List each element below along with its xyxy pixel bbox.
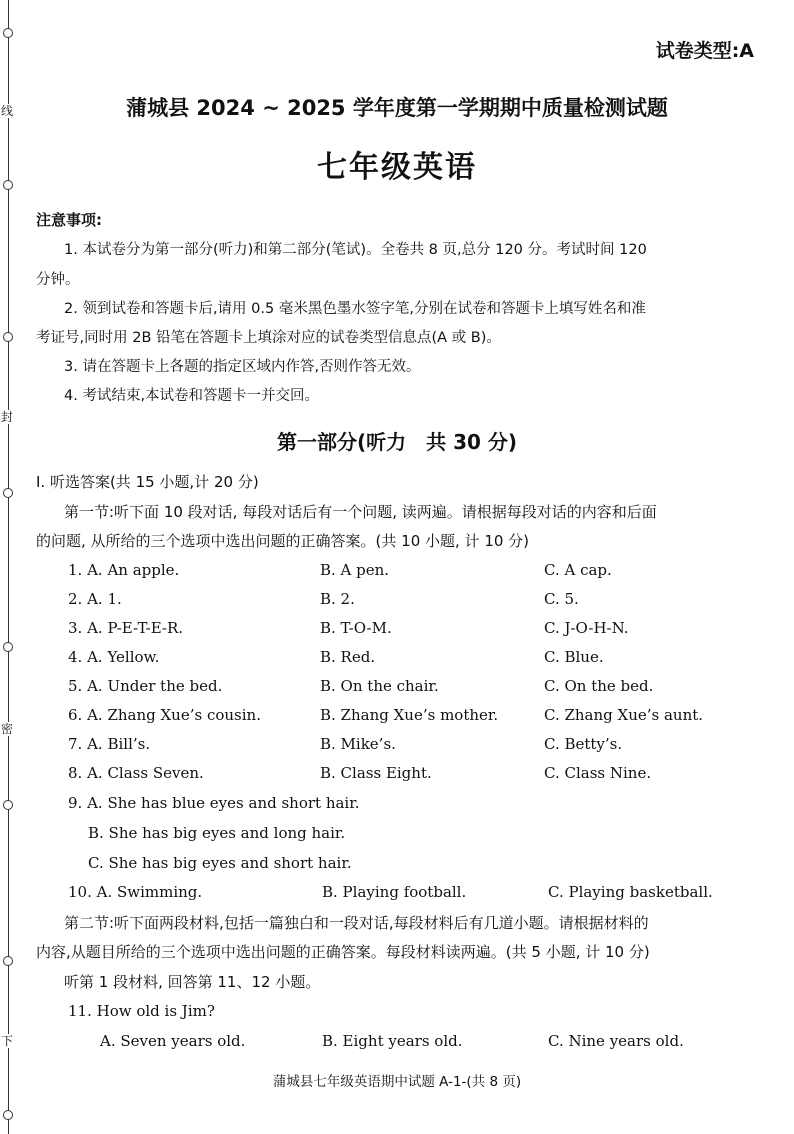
binding-char-mi: 密 (1, 722, 14, 736)
question-row (0, 706, 794, 728)
section-one-instruction-cont: 的问题, 从所给的三个选项中选出问题的正确答案。(共 10 小题, 计 10 分) (36, 532, 530, 550)
option-a: 8. A. Class Seven. (68, 764, 204, 782)
notes-heading: 注意事项: (36, 211, 102, 229)
binding-circle (3, 332, 13, 342)
option-c: C. Nine years old. (548, 1032, 684, 1050)
option-a: 6. A. Zhang Xue’s cousin. (68, 706, 261, 724)
binding-char-xian: 线 (1, 104, 14, 118)
option-c: C. Betty’s. (544, 735, 623, 753)
question-row (0, 648, 794, 670)
option-b: B. On the chair. (320, 677, 439, 695)
binding-circle (3, 1110, 13, 1120)
binding-char-xia: 下 (1, 1034, 14, 1048)
option-b: B. Class Eight. (320, 764, 432, 782)
note-item-1: 1. 本试卷分为第一部分(听力)和第二部分(笔试)。全卷共 8 页,总分 120 分。考试时间 120 (64, 242, 647, 258)
option-b: B. Zhang Xue’s mother. (320, 706, 499, 724)
question-row (0, 590, 794, 612)
option-a: 7. A. Bill’s. (68, 735, 151, 753)
option-a: 3. A. P-E-T-E-R. (68, 619, 184, 637)
option-b: B. Red. (320, 648, 376, 666)
section-two-instruction-cont: 内容,从题目所给的三个选项中选出问题的正确答案。每段材料读两遍。(共 5 小题, 计 10 分) (36, 943, 650, 961)
note-item-3: 3. 请在答题卡上各题的指定区域内作答,否则作答无效。 (64, 359, 421, 375)
subject-title: 七年级英语 (317, 150, 477, 185)
note-item-2-cont: 考证号,同时用 2B 铅笔在答题卡上填涂对应的试卷类型信息点(A 或 B)。 (36, 330, 501, 346)
option-c: C. J-O-H-N. (544, 619, 629, 637)
section-one-instruction: 第一节:听下面 10 段对话, 每段对话后有一个问题, 读两遍。请根据每段对话的内容和后面 (64, 503, 657, 521)
section-one-title: Ⅰ. 听选答案(共 15 小题,计 20 分) (36, 473, 259, 491)
question-11-stem: 11. How old is Jim? (68, 1002, 215, 1020)
option-a: 10. A. Swimming. (68, 883, 203, 901)
option-c: C. A cap. (544, 561, 612, 579)
question-row (0, 1032, 794, 1054)
material-1-instruction: 听第 1 段材料, 回答第 11、12 小题。 (64, 973, 321, 991)
binding-circle (3, 956, 13, 966)
binding-circle (3, 488, 13, 498)
option-a: A. Seven years old. (100, 1032, 246, 1050)
page-footer: 蒲城县七年级英语期中试题 A-1-(共 8 页) (272, 1074, 522, 1090)
question-row (0, 677, 794, 699)
option-c: C. Class Nine. (544, 764, 652, 782)
note-item-1-cont: 分钟。 (36, 272, 80, 288)
note-item-4: 4. 考试结束,本试卷和答题卡一并交回。 (64, 388, 320, 404)
option-a: 5. A. Under the bed. (68, 677, 223, 695)
question-9-option-a: 9. A. She has blue eyes and short hair. (68, 794, 360, 812)
option-a: 2. A. 1. (68, 590, 122, 608)
question-row (0, 764, 794, 786)
option-b: B. 2. (320, 590, 355, 608)
section-two-instruction: 第二节:听下面两段材料,包括一篇独白和一段对话,每段材料后有几道小题。请根据材料的 (64, 914, 649, 932)
option-c: C. Playing basketball. (548, 883, 713, 901)
paper-type-label: 试卷类型:A (655, 40, 754, 62)
option-b: B. Mike’s. (320, 735, 396, 753)
question-row (0, 619, 794, 641)
option-a: 1. A. An apple. (68, 561, 180, 579)
option-c: C. Zhang Xue’s aunt. (544, 706, 704, 724)
exam-title: 蒲城县 2024 ~ 2025 学年度第一学期期中质量检测试题 (126, 96, 668, 120)
binding-char-feng: 封 (1, 410, 14, 424)
note-item-2: 2. 领到试卷和答题卡后,请用 0.5 毫米黑色墨水签字笔,分别在试卷和答题卡上填写姓名和准 (64, 301, 646, 317)
question-9-option-c: C. She has big eyes and short hair. (88, 854, 352, 872)
option-b: B. T-O-M. (320, 619, 392, 637)
option-b: B. Playing football. (322, 883, 467, 901)
binding-circle (3, 800, 13, 810)
part-one-title: 第一部分(听力 共 30 分) (276, 430, 518, 454)
option-c: C. On the bed. (544, 677, 654, 695)
option-b: B. A pen. (320, 561, 390, 579)
option-c: C. 5. (544, 590, 579, 608)
option-b: B. Eight years old. (322, 1032, 463, 1050)
question-row (0, 883, 794, 905)
option-c: C. Blue. (544, 648, 604, 666)
option-a: 4. A. Yellow. (68, 648, 160, 666)
binding-circle (3, 28, 13, 38)
question-row (0, 561, 794, 583)
question-9-option-b: B. She has big eyes and long hair. (88, 824, 346, 842)
question-row (0, 735, 794, 757)
